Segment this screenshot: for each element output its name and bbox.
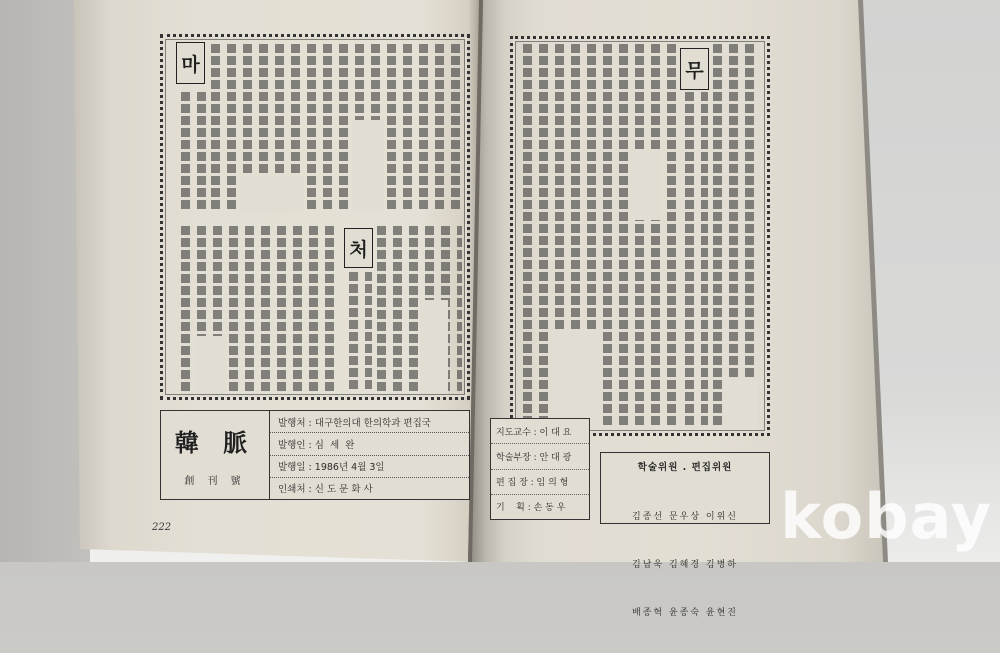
paragraph-gap — [726, 380, 758, 430]
body-text-columns — [178, 92, 206, 210]
colophon-box — [160, 410, 470, 500]
paragraph-gap — [196, 336, 226, 394]
committee-names-line: 김남욱 김혜경 김병하 — [632, 560, 738, 570]
colophon-details — [270, 411, 469, 499]
section-header-cheo: 처 — [344, 228, 373, 268]
watermark: kobay — [780, 480, 992, 553]
committee-names-line: 김종선 문우상 이위신 — [632, 512, 738, 522]
paragraph-gap — [552, 330, 598, 430]
section-header-ma: 마 — [176, 42, 205, 84]
page-number: 222 — [152, 522, 172, 533]
committee-names-line: 배종혁 윤종숙 윤현진 — [632, 608, 738, 618]
staff-line: 지도교수 : 이 대 요 — [491, 419, 589, 444]
magazine-issue: 創 刊 號 — [184, 476, 246, 487]
printer-line: 인쇄처 : 신 도 문 화 사 — [278, 484, 373, 496]
paragraph-gap — [240, 176, 304, 212]
body-text-columns — [682, 92, 708, 428]
body-text-columns — [374, 226, 462, 392]
committee-names — [601, 477, 769, 653]
publisher-line: 발행처 : 대구한의대 한의학과 편집국 — [270, 411, 469, 433]
staff-box — [490, 418, 590, 520]
section-header-mu: 무 — [680, 48, 709, 90]
body-text-columns — [710, 44, 760, 428]
paragraph-gap — [630, 150, 660, 220]
committee-box — [600, 452, 770, 618]
paragraph-gap — [352, 120, 384, 212]
paragraph-gap — [420, 300, 448, 394]
body-text-columns — [346, 272, 372, 392]
magazine-title: 韓 脈 — [174, 428, 256, 457]
staff-line: 기 획 : 손 동 우 — [496, 503, 566, 514]
committee-heading: 학술위원 . 편집위원 — [637, 462, 733, 473]
body-text-columns — [520, 44, 678, 428]
issue-date-line: 발행일 : 1986년 4월 3일 — [270, 456, 469, 478]
issuer-line: 발행인 : 심 세 완 — [270, 433, 469, 455]
staff-line: 편 집 장 : 임 의 형 — [491, 470, 589, 495]
staff-line: 학술부장 : 안 대 광 — [491, 444, 589, 469]
colophon-title-cell — [161, 411, 270, 499]
